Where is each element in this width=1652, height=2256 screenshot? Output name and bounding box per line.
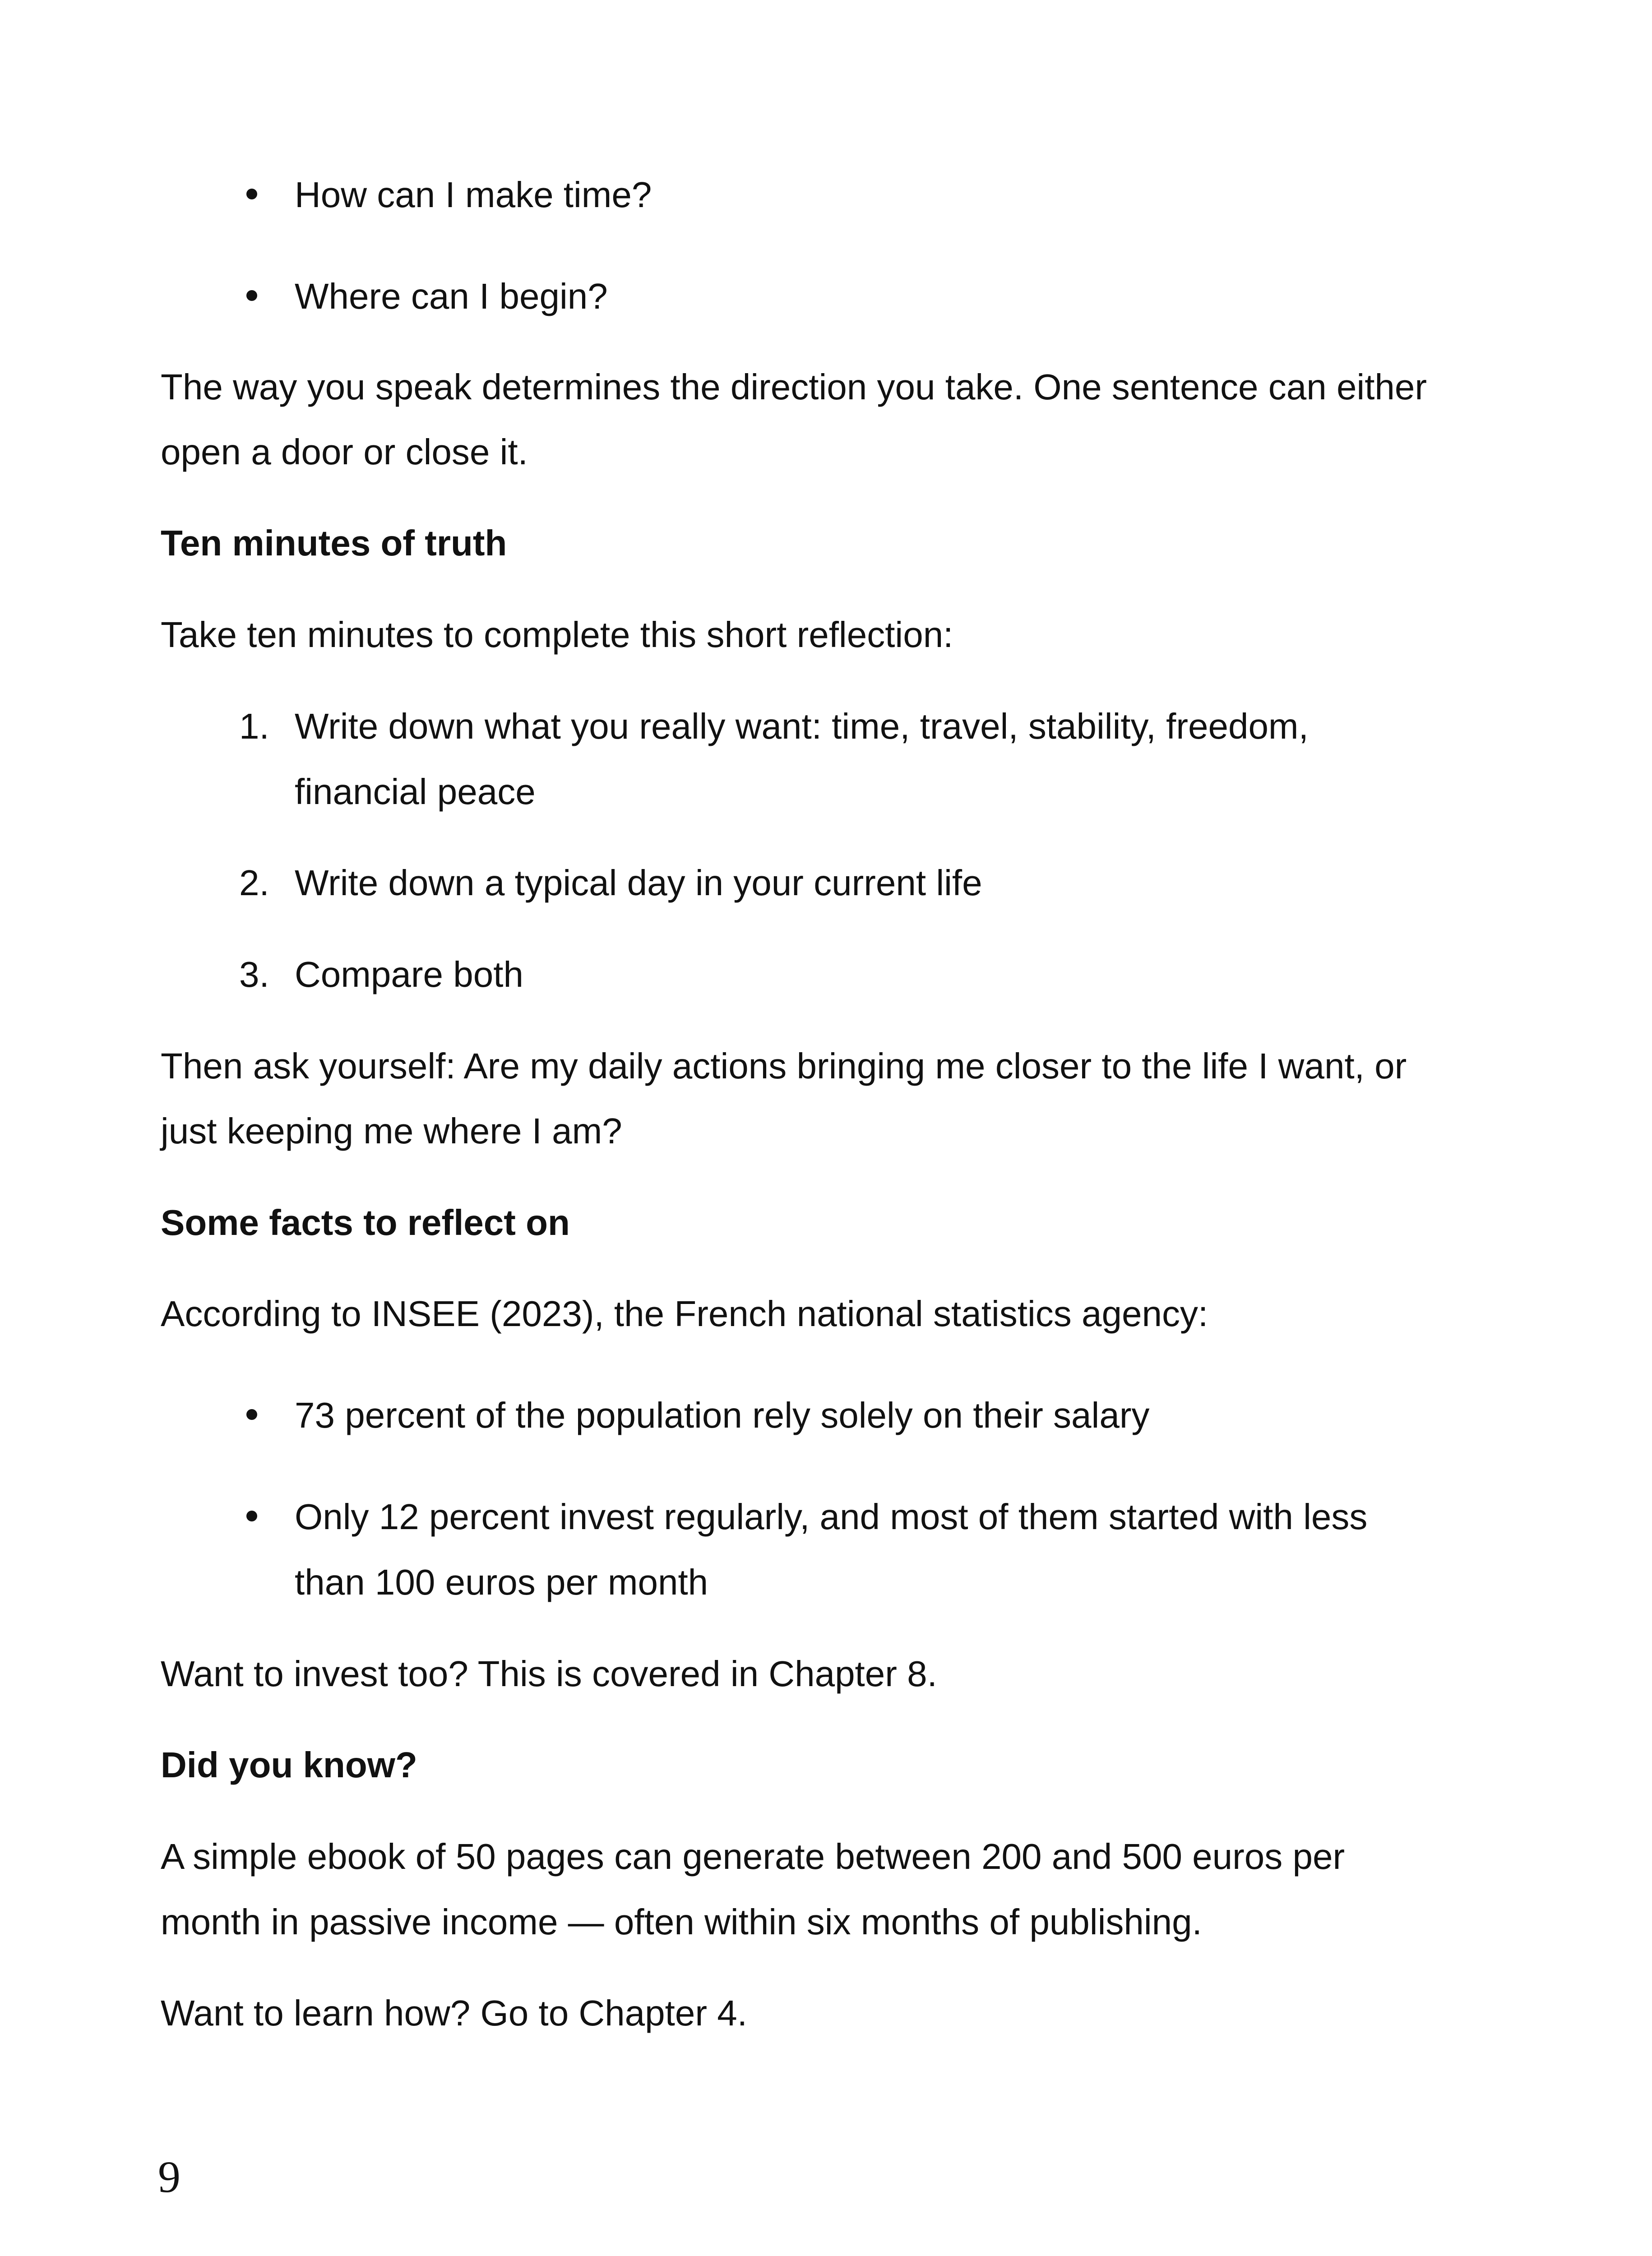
list-item: Write down a typical day in your current life — [295, 863, 982, 903]
paragraph-line: open a door or close it. — [161, 432, 528, 472]
section-heading: Ten minutes of truth — [161, 523, 507, 563]
bullet-dot — [246, 1409, 257, 1420]
paragraph-line: Then ask yourself: Are my daily actions bringing me closer to the life I want, or — [161, 1046, 1407, 1086]
paragraph-line: Want to invest too? This is covered in Chapter 8. — [161, 1654, 937, 1694]
paragraph-line: Want to learn how? Go to Chapter 4. — [161, 1993, 747, 2033]
bullet-dot — [246, 189, 257, 199]
paragraph-line: Take ten minutes to complete this short reflection: — [161, 615, 953, 655]
bullet-item: How can I make time? — [295, 175, 652, 215]
paragraph-line: just keeping me where I am? — [161, 1111, 622, 1151]
bullet-dot — [246, 1511, 257, 1521]
list-number: 3. — [239, 954, 269, 994]
page-number: 9 — [158, 2152, 180, 2202]
list-item: Compare both — [295, 954, 523, 994]
paragraph-line: A simple ebook of 50 pages can generate between 200 and 500 euros per — [161, 1836, 1345, 1877]
list-item-continuation: financial peace — [295, 772, 536, 812]
list-item: Write down what you really want: time, travel, stability, freedom, — [295, 706, 1309, 746]
list-number: 1. — [239, 706, 269, 746]
paragraph-line: month in passive income — often within six months of publishing. — [161, 1902, 1202, 1942]
bullet-dot — [246, 290, 257, 301]
bullet-item: 73 percent of the population rely solely on their salary — [295, 1395, 1150, 1435]
bullet-item: Only 12 percent invest regularly, and most of them started with less — [295, 1497, 1368, 1537]
section-heading: Did you know? — [161, 1745, 417, 1785]
paragraph-line: The way you speak determines the direction you take. One sentence can either — [161, 367, 1427, 407]
bullet-item-continuation: than 100 euros per month — [295, 1562, 708, 1602]
list-number: 2. — [239, 863, 269, 903]
section-heading: Some facts to reflect on — [161, 1202, 570, 1243]
paragraph-line: According to INSEE (2023), the French national statistics agency: — [161, 1294, 1208, 1334]
bullet-item: Where can I begin? — [295, 276, 608, 316]
